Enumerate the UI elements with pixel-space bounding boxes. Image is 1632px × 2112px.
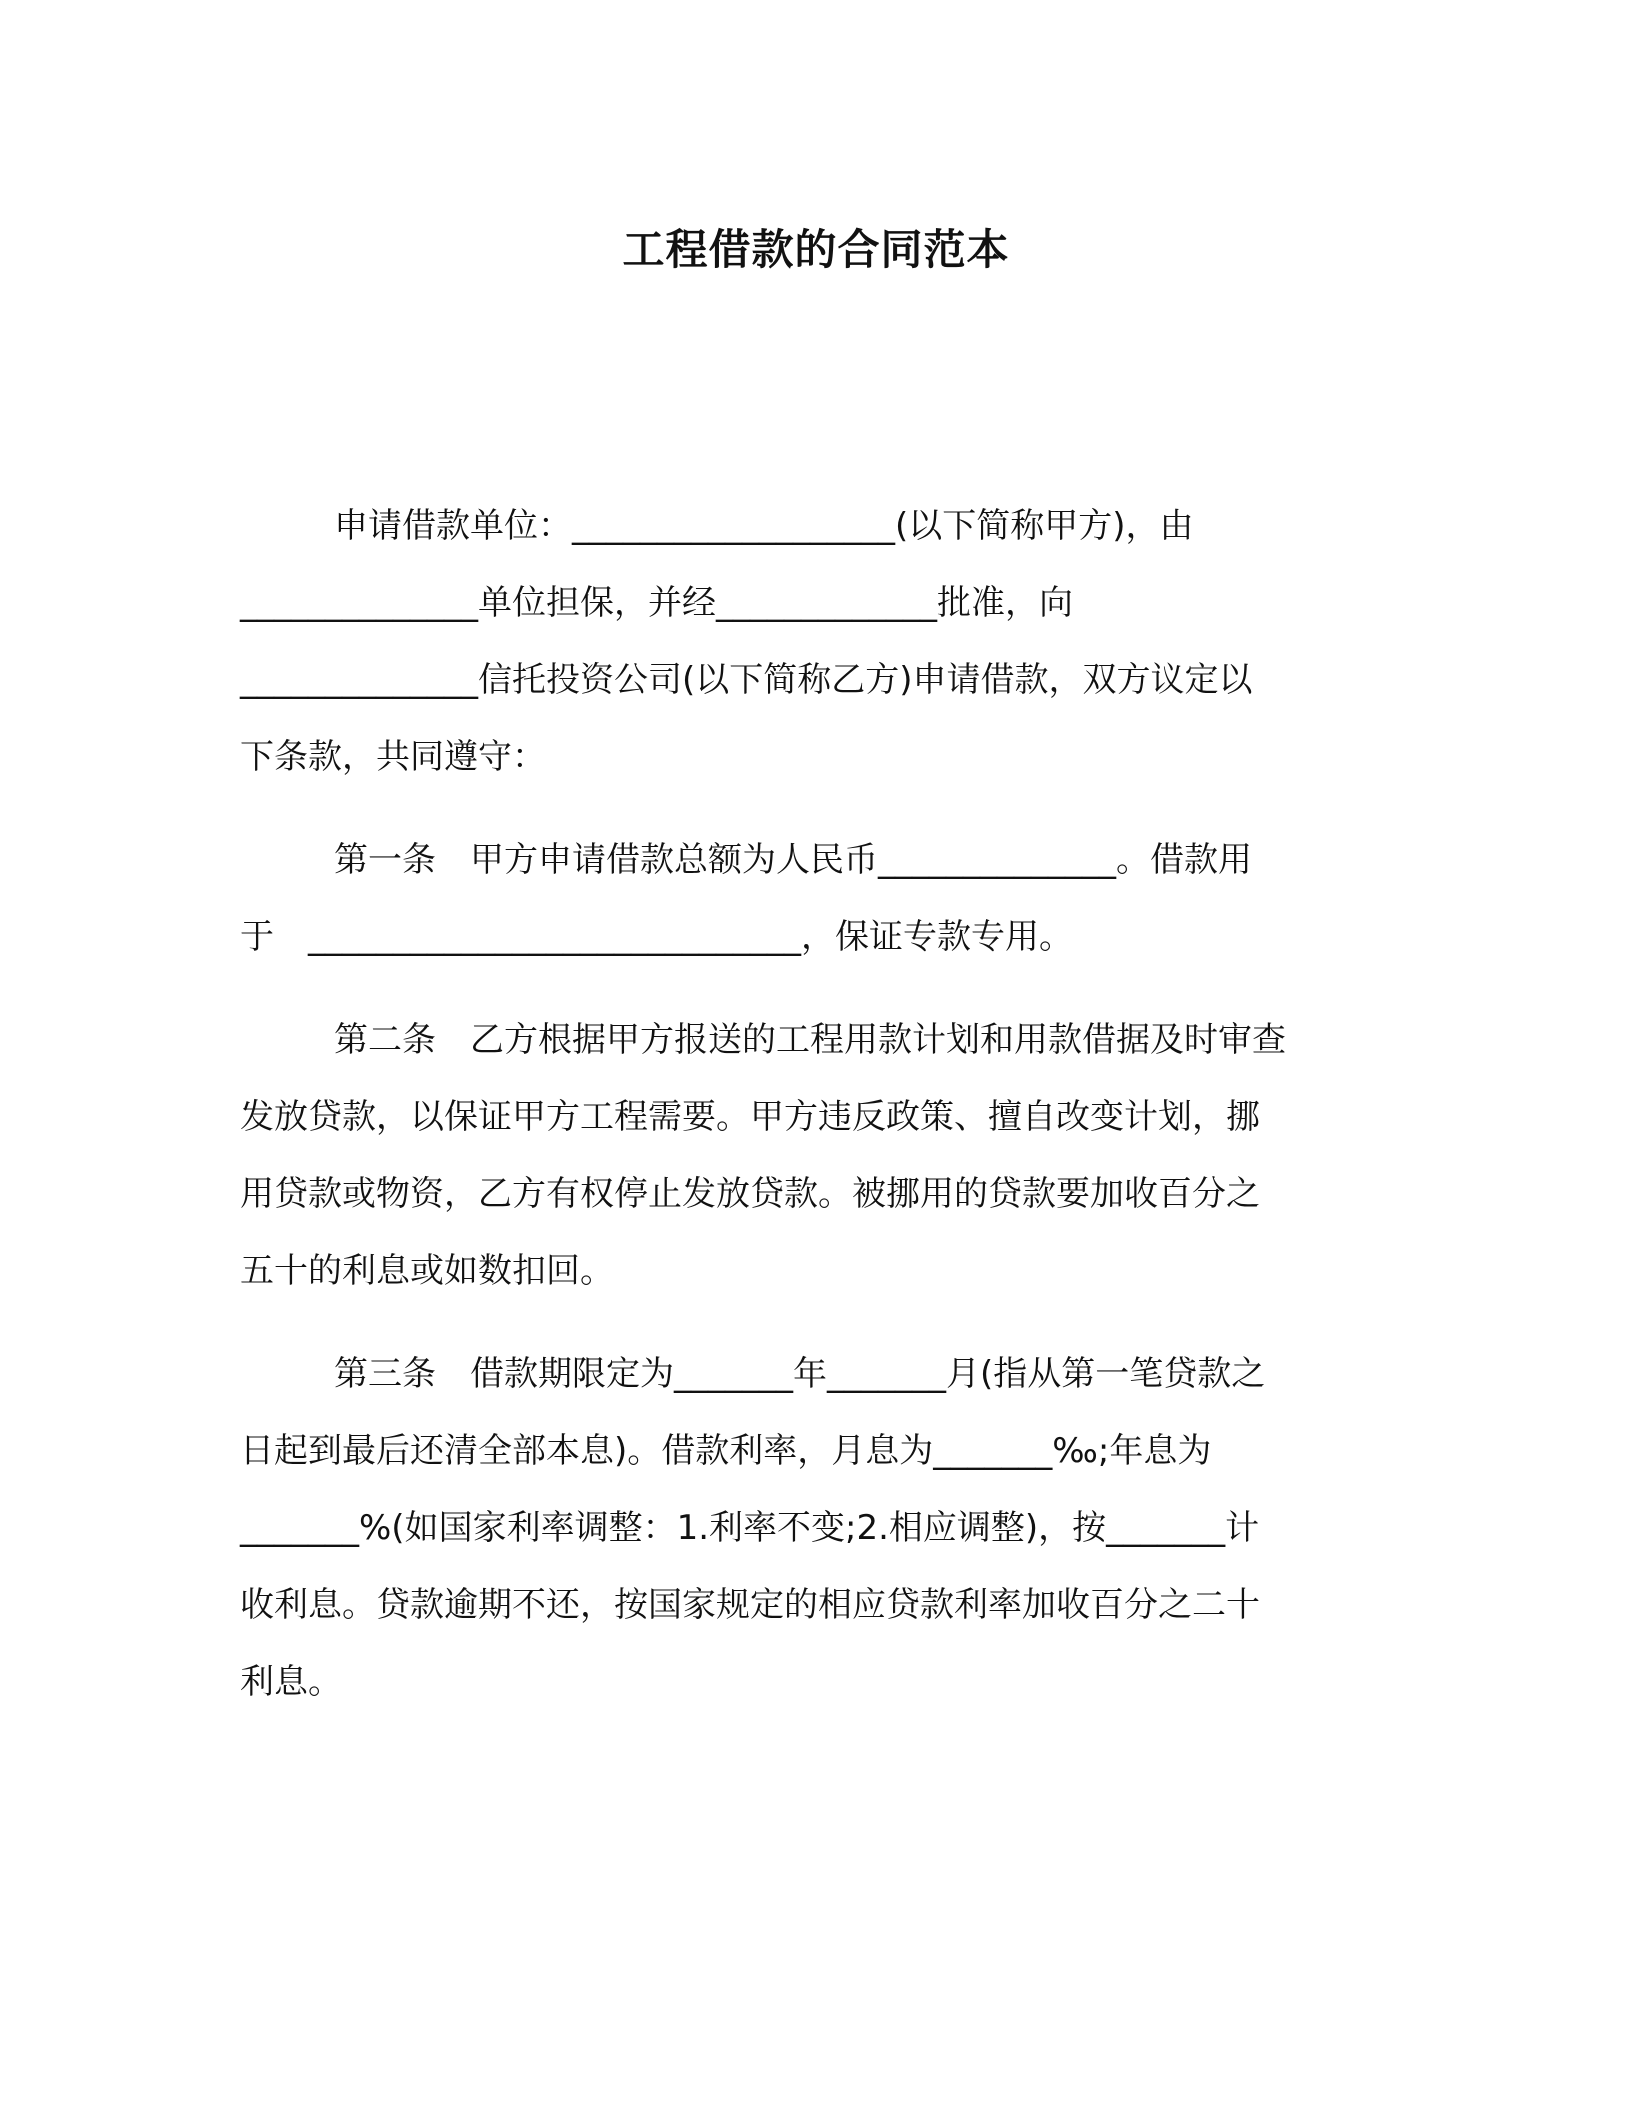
paragraph-line: 申请借款单位：___________________(以下简称甲方)，由	[334, 506, 1194, 546]
paragraph-line: 用贷款或物资，乙方有权停止发放贷款。被挪用的贷款要加收百分之	[240, 1174, 1260, 1214]
paragraph-article-2	[240, 1002, 1392, 1310]
document-body	[240, 488, 1392, 1747]
paragraph-line: 收利息。贷款逾期不还，按国家规定的相应贷款利率加收百分之二十	[240, 1585, 1260, 1625]
paragraph-article-1	[240, 822, 1392, 976]
paragraph-line: 日起到最后还清全部本息)。借款利率，月息为_______‰;年息为	[240, 1431, 1212, 1471]
paragraph-line: 第二条 乙方根据甲方报送的工程用款计划和用款借据及时审查	[334, 1020, 1286, 1060]
paragraph-line: 五十的利息或如数扣回。	[240, 1251, 614, 1291]
paragraph-line: 于 _____________________________，保证专款专用。	[240, 917, 1073, 957]
paragraph-line: 发放贷款，以保证甲方工程需要。甲方违反政策、擅自改变计划，挪	[240, 1097, 1260, 1137]
paragraph-article-3	[240, 1336, 1392, 1721]
paragraph-line: ______________信托投资公司(以下简称乙方)申请借款，双方议定以	[240, 660, 1253, 700]
paragraph-line: 第一条 甲方申请借款总额为人民币______________。借款用	[334, 840, 1252, 880]
paragraph-line: 第三条 借款期限定为_______年_______月(指从第一笔贷款之	[334, 1354, 1266, 1394]
paragraph-line: 下条款，共同遵守：	[240, 737, 546, 777]
paragraph-line: _______%(如国家利率调整：1.利率不变;2.相应调整)，按_______计	[240, 1508, 1260, 1548]
paragraph-line: 利息。	[240, 1662, 342, 1702]
paragraph-line: ______________单位担保，并经_____________批准，向	[240, 583, 1073, 623]
document-title: 工程借款的合同范本	[622, 225, 1010, 274]
paragraph-intro	[240, 488, 1392, 796]
